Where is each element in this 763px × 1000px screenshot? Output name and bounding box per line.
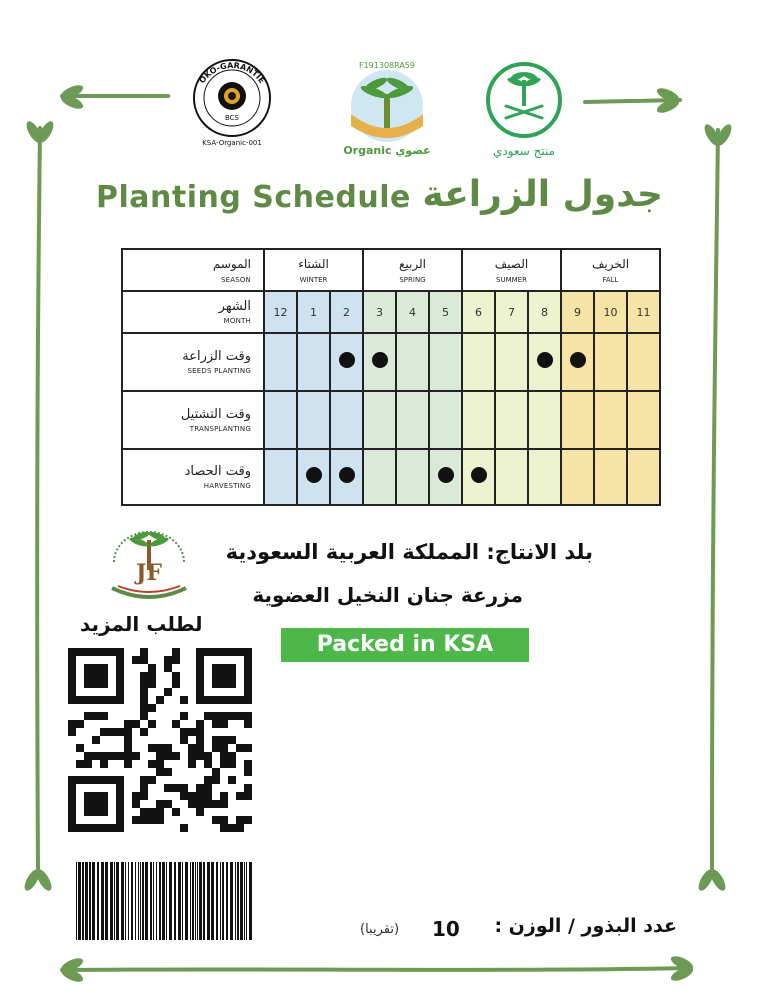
schedule-cell xyxy=(528,449,561,505)
origin-country: بلد الانتاج: المملكة العربية السعودية xyxy=(225,540,593,564)
schedule-cell xyxy=(462,391,495,449)
schedule-cell xyxy=(561,333,594,391)
schedule-cell xyxy=(429,333,462,391)
qr-code[interactable] xyxy=(68,648,252,832)
month-cell: 5 xyxy=(429,291,462,333)
schedule-cell xyxy=(561,391,594,449)
schedule-cell xyxy=(363,449,396,505)
schedule-cell xyxy=(297,391,330,449)
schedule-cell xyxy=(396,391,429,449)
seed-count-approx: (تقريبا) xyxy=(360,922,400,937)
schedule-cell xyxy=(264,449,297,505)
schedule-cell xyxy=(297,333,330,391)
season-name-ar: الخريف xyxy=(591,256,630,271)
organic-palm-logo xyxy=(332,54,442,158)
schedule-cell xyxy=(462,449,495,505)
month-cell: 6 xyxy=(462,291,495,333)
schedule-cell xyxy=(363,333,396,391)
schedule-cell xyxy=(462,333,495,391)
row-label-seed-en: SEEDS PLANTING xyxy=(187,367,251,375)
order-more-label: لطلب المزيد xyxy=(80,612,203,636)
month-cell: 10 xyxy=(594,291,627,333)
schedule-mark-dot xyxy=(471,467,487,483)
schedule-cell xyxy=(627,333,660,391)
row-label-seed xyxy=(122,333,264,391)
schedule-cell xyxy=(330,333,363,391)
farm-logo-text: JF xyxy=(135,560,163,586)
season-name-en: WINTER xyxy=(299,275,328,284)
season-name-en: SUMMER xyxy=(496,275,527,284)
schedule-cell xyxy=(627,449,660,505)
bcs-ring-text: OKO-GARANTIE xyxy=(197,60,267,86)
schedule-cell xyxy=(429,391,462,449)
schedule-mark-dot xyxy=(438,467,454,483)
season-name-en: SPRING xyxy=(399,275,426,284)
barcode xyxy=(74,862,258,940)
planting-schedule-table xyxy=(121,248,661,506)
title-arabic: جدول الزراعة xyxy=(422,174,663,215)
row-label-harv-ar: وقت الحصاد xyxy=(184,464,251,479)
schedule-cell xyxy=(396,333,429,391)
row-label-harv-en: HARVESTING xyxy=(203,482,251,490)
season-name-ar: الربيع xyxy=(399,256,426,271)
schedule-cell xyxy=(594,333,627,391)
organic-top-text: F191308RA59 xyxy=(358,61,416,70)
month-cell: 3 xyxy=(363,291,396,333)
schedule-mark-dot xyxy=(570,352,586,368)
row-label-seed-ar: وقت الزراعة xyxy=(182,349,251,364)
season-header-spring xyxy=(363,249,462,291)
schedule-mark-dot xyxy=(306,467,322,483)
row-label-trans xyxy=(122,391,264,449)
month-cell: 2 xyxy=(330,291,363,333)
month-cell: 1 xyxy=(297,291,330,333)
schedule-mark-dot xyxy=(372,352,388,368)
schedule-cell xyxy=(297,449,330,505)
season-label xyxy=(122,249,264,291)
schedule-mark-dot xyxy=(339,352,355,368)
season-header-fall xyxy=(561,249,660,291)
month-label-ar: الشهر xyxy=(218,299,251,314)
schedule-cell xyxy=(264,333,297,391)
schedule-cell xyxy=(495,391,528,449)
seed-count-label: عدد البذور / الوزن : xyxy=(494,915,677,937)
row-label-trans-ar: وقت التشتيل xyxy=(180,407,251,422)
farm-logo xyxy=(104,528,194,604)
bcs-certification-logo xyxy=(184,54,280,150)
bcs-center-text: BCS xyxy=(224,114,240,122)
row-label-trans-en: TRANSPLANTING xyxy=(189,425,251,433)
schedule-cell xyxy=(528,333,561,391)
schedule-cell xyxy=(528,391,561,449)
month-cell: 7 xyxy=(495,291,528,333)
schedule-cell xyxy=(561,449,594,505)
schedule-cell xyxy=(264,391,297,449)
schedule-mark-dot xyxy=(339,467,355,483)
season-header-summer xyxy=(462,249,561,291)
month-cell: 12 xyxy=(264,291,297,333)
schedule-cell xyxy=(363,391,396,449)
saudi-product-logo xyxy=(482,60,566,160)
month-cell: 4 xyxy=(396,291,429,333)
month-cell: 11 xyxy=(627,291,660,333)
month-label xyxy=(122,291,264,333)
schedule-cell xyxy=(330,391,363,449)
season-name-ar: الشتاء xyxy=(298,256,329,271)
origin-farm: مزرعة جنان النخيل العضوية xyxy=(252,583,523,607)
season-label-ar: الموسم xyxy=(212,256,251,271)
season-label-en: SEASON xyxy=(220,275,251,284)
schedule-cell xyxy=(429,449,462,505)
saudi-product-label: منتج سعودي xyxy=(492,144,556,158)
seed-count-value: 10 xyxy=(432,917,460,941)
season-header-winter xyxy=(264,249,363,291)
row-label-harv xyxy=(122,449,264,505)
schedule-mark-dot xyxy=(537,352,553,368)
month-cell: 9 xyxy=(561,291,594,333)
schedule-cell xyxy=(495,333,528,391)
title-english: Planting Schedule xyxy=(96,180,411,215)
schedule-cell xyxy=(627,391,660,449)
schedule-cell xyxy=(396,449,429,505)
schedule-cell xyxy=(330,449,363,505)
schedule-cell xyxy=(594,449,627,505)
season-name-ar: الصيف xyxy=(494,256,529,271)
month-cell: 8 xyxy=(528,291,561,333)
bcs-footer-text: KSA-Organic-001 xyxy=(202,139,262,147)
packed-in-ksa-badge: Packed in KSA xyxy=(281,628,529,662)
season-name-en: FALL xyxy=(602,275,619,284)
schedule-cell xyxy=(594,391,627,449)
organic-bottom-text: Organic عضوي xyxy=(343,144,431,157)
month-label-en: MONTH xyxy=(223,317,251,325)
schedule-cell xyxy=(495,449,528,505)
